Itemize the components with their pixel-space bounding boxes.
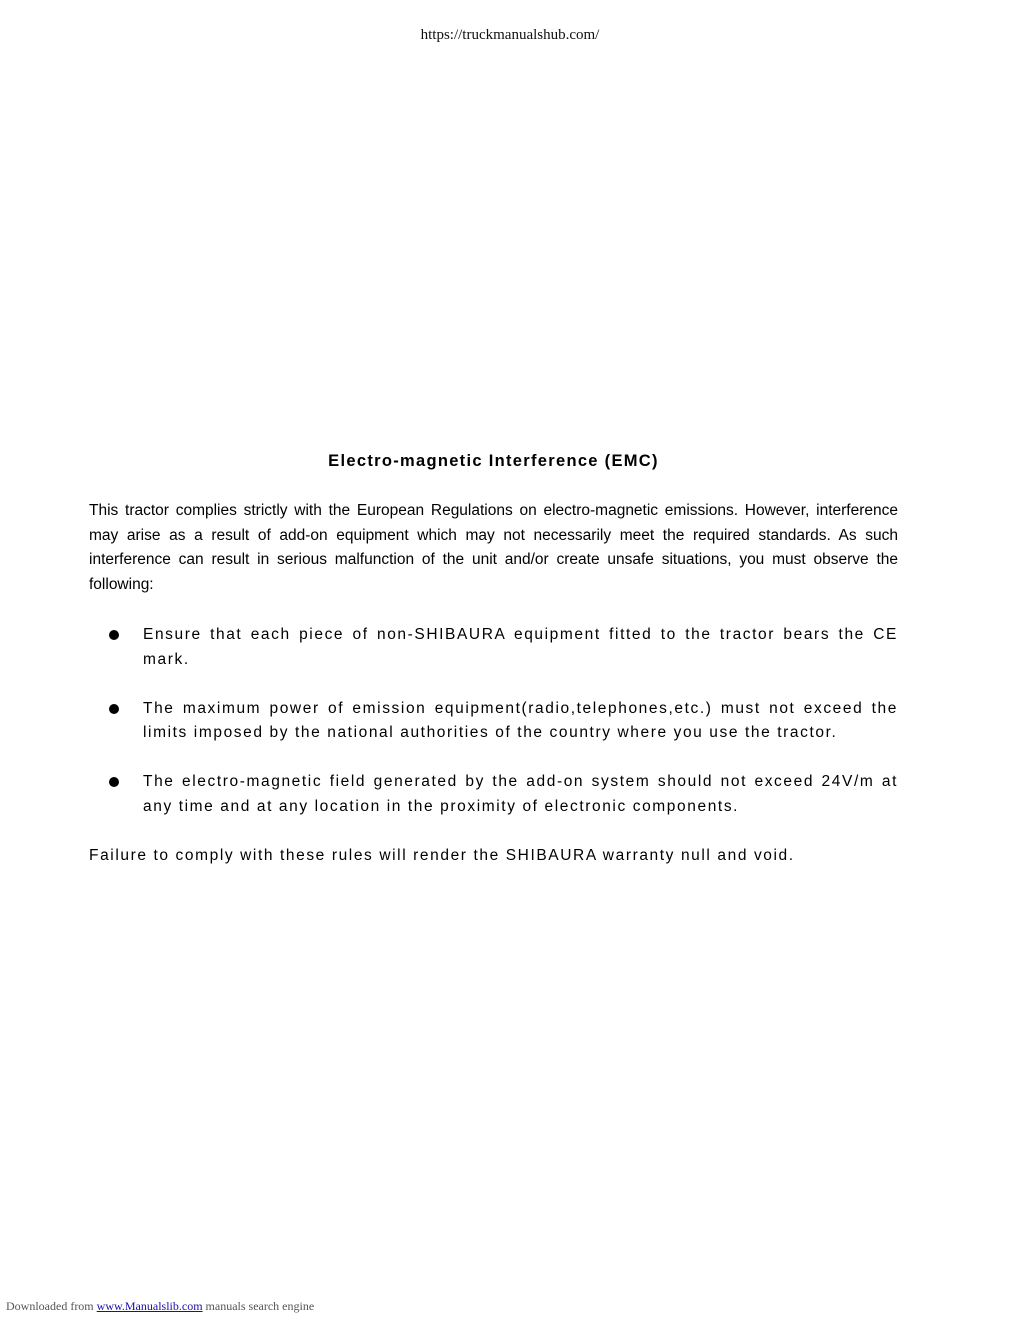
bullet-icon [109, 704, 119, 714]
list-item-text: Ensure that each piece of non-SHIBAURA equipment fitted to the tractor bears the CE mark. [143, 626, 898, 668]
list-item-text: The maximum power of emission equipment(radio,telephones,etc.) must not exceed the limits imposed by the national authorities of the country where you use the tractor. [143, 699, 898, 741]
closing-paragraph: Failure to comply with these rules will render the SHIBAURA warranty null and void. [89, 846, 795, 864]
footer-prefix: Downloaded from [6, 1299, 94, 1313]
bullet-icon [109, 777, 119, 787]
section-title: Electro-magnetic Interference (EMC) [328, 452, 659, 470]
download-footer [6, 1299, 314, 1314]
list-item-text: The electro-magnetic field generated by the add-on system should not exceed 24V/m at any time and at any location in the proximity of electronic components. [143, 773, 898, 815]
intro-paragraph: This tractor complies strictly with the European Regulations on electro-magnetic emissions. However, interference may arise as a result of add-on equipment which may not necessarily meet the required standards. As such interference can result in serious malfunction of the unit and/or create unsafe situations, you must observe the following: [89, 502, 898, 593]
footer-suffix: manuals search engine [205, 1299, 315, 1313]
list-item [89, 770, 898, 819]
page-header-url: https://truckmanualshub.com/ [420, 27, 600, 43]
emc-section [89, 450, 898, 868]
requirements-list [89, 623, 898, 819]
manualslib-link[interactable]: www.Manualslib.com [96, 1299, 203, 1313]
list-item [89, 697, 898, 746]
bullet-icon [109, 630, 119, 640]
list-item [89, 623, 898, 672]
